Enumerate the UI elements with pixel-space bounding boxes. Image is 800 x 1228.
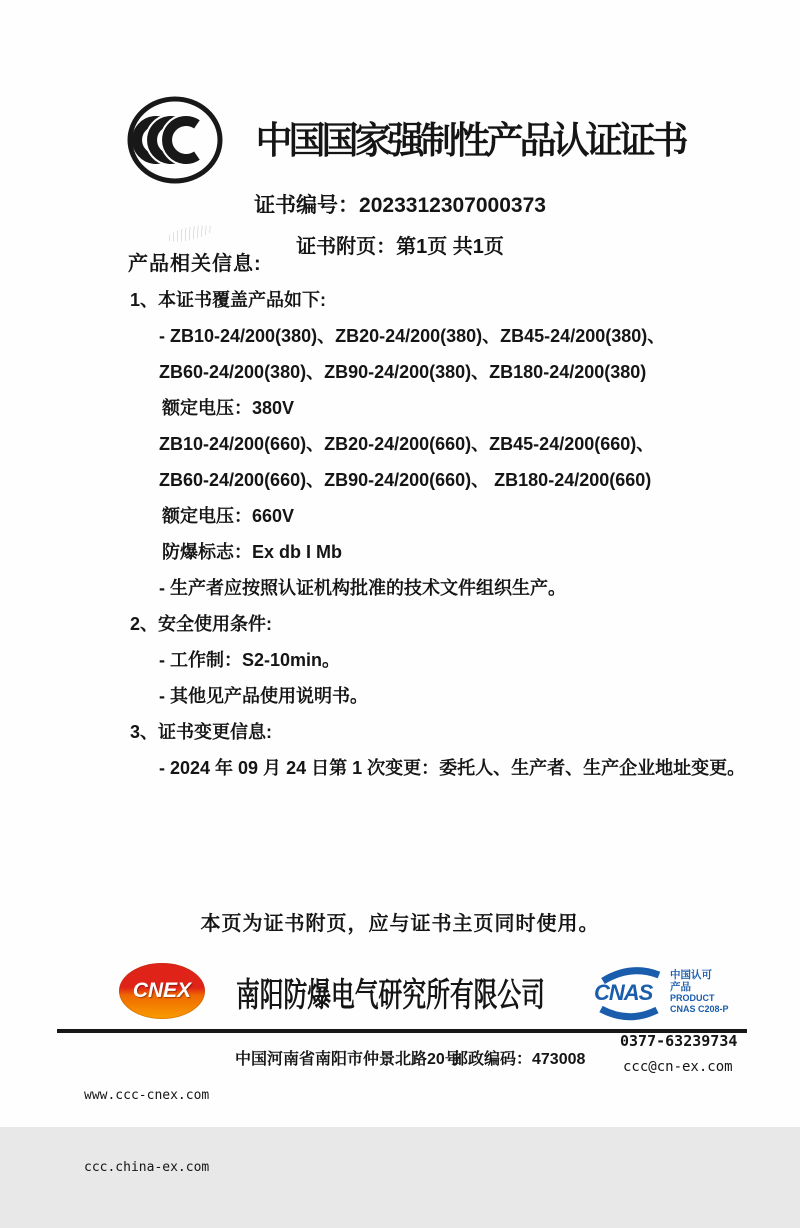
cnas-side-line: 中国认可 [670, 969, 712, 981]
website-url: ccc.china-ex.com [84, 1160, 210, 1175]
product-info-block [128, 246, 788, 786]
body-line: - 2024 年 09 月 24 日第 1 次变更：委托人、生产者、生产企业地址变更。 [159, 758, 746, 778]
body-line: 1、本证书覆盖产品如下: [130, 290, 327, 310]
issuer-address: 中国河南省南阳市仲景北路20号 [235, 1051, 461, 1068]
cnas-side-line: PRODUCT [670, 993, 715, 1003]
certificate-page-count: 证书附页：第1页 共1页 [296, 236, 504, 258]
cnas-side-line: 产品 [670, 981, 691, 993]
body-line: ZB60-24/200(380)、ZB90-24/200(380)、ZB180-24/200(380) [159, 362, 647, 382]
email-address: ccc@cn-ex.com [623, 1059, 733, 1075]
cnas-logo [593, 964, 667, 1021]
page-title: 中国国家强制性产品认证证书 [255, 120, 685, 161]
website-url: www.ccc-cnex.com [84, 1088, 210, 1103]
website-list [84, 1036, 209, 1228]
body-line: 额定电压：660V [162, 506, 295, 526]
body-line: - 工作制：S2-10min。 [159, 650, 341, 670]
attachment-note: 本页为证书附页，应与证书主页同时使用。 [200, 913, 600, 935]
body-line: ZB10-24/200(660)、ZB20-24/200(660)、ZB45-24/200(660)、 [159, 434, 655, 454]
ccc-logo-icon [125, 94, 225, 186]
body-line: 3、证书变更信息: [130, 722, 273, 742]
section-heading: 产品相关信息: [128, 253, 262, 275]
cnex-logo [119, 963, 205, 1019]
cnas-side-text [670, 969, 760, 1015]
cnas-side-line: CNAS C208-P [670, 1004, 729, 1014]
body-line: 额定电压：380V [162, 398, 295, 418]
body-line: ZB60-24/200(660)、ZB90-24/200(660)、 ZB180-24/200(660) [159, 470, 652, 490]
body-line: 2、安全使用条件: [130, 614, 273, 634]
svg-text:CNAS: CNAS [594, 980, 653, 1005]
cnex-logo-label: CNEX [132, 979, 192, 1002]
body-line: - ZB10-24/200(380)、ZB20-24/200(380)、ZB45-24/200(380)、 [159, 326, 666, 346]
body-line: - 生产者应按照认证机构批准的技术文件组织生产。 [159, 578, 566, 598]
certificate-number: 证书编号：2023312307000373 [254, 194, 546, 217]
body-line: - 其他见产品使用说明书。 [159, 686, 368, 706]
body-line: 防爆标志：Ex db I Mb [162, 542, 342, 562]
phone-number: 0377-63239734 [620, 1032, 738, 1050]
postal-code: 邮政编码：473008 [452, 1051, 586, 1068]
issuer-company-name: 南阳防爆电气研究所有限公司 [236, 976, 545, 1013]
